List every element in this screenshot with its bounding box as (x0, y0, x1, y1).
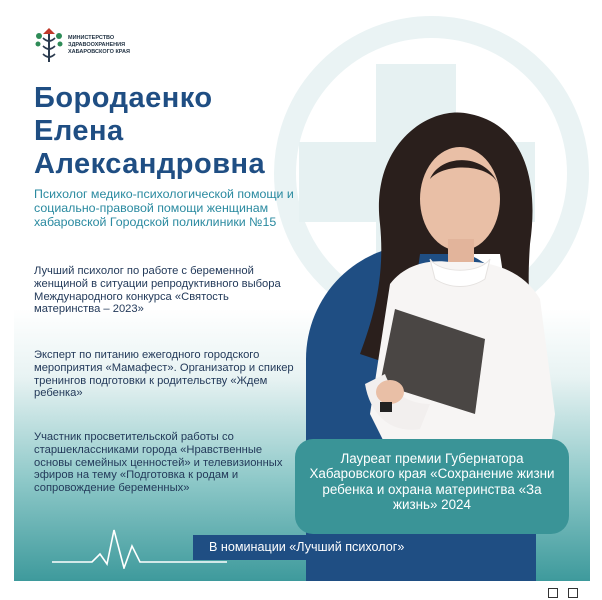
ministry-name (68, 35, 130, 56)
nomination-banner: В номинации «Лучший психолог» (193, 535, 459, 560)
square-icon (548, 588, 558, 598)
achievement-1: Лучший психолог по работе с беременной женщиной в ситуации репродуктивного выбора Международного конкурса «Святость материнства – 2023» (34, 265, 281, 316)
ministry-line-1: МИНИСТЕРСТВО (68, 34, 115, 41)
patronymic: Александровна (34, 148, 266, 180)
ministry-logo (34, 26, 130, 64)
achievement-2: Эксперт по питанию ежегодного городского мероприятия «Мамафест». Организатор и спикер тренингов подготовки к родительству «Ждем ребенка» (34, 349, 294, 400)
square-icon (568, 588, 578, 598)
achievement-3: Участник просветительской работы со старшеклассниками города «Нравственные основы семейных ценностей» и телевизионных эфиров на тему «Подготовка к родам и сопровождение беременных» (34, 431, 283, 495)
job-position: Психолог медико-психологической помощи и социально-правовой помощи женщинам хабаровской Городской поликлиники №15 (34, 187, 294, 229)
ministry-line-2: ЗДРАВООХРАНЕНИЯ (68, 41, 126, 48)
caduceus-emblem-icon (34, 26, 64, 64)
ministry-line-3: ХАБАРОВСКОГО КРАЯ (68, 48, 130, 55)
person-name (34, 82, 265, 181)
laureate-badge: Лауреат премии Губернатора Хабаровского края «Сохранение жизни ребенка и охрана материнства «За жизнь» 2024 (295, 439, 569, 534)
poster-card (14, 14, 590, 581)
corner-icons (548, 588, 578, 598)
heartbeat-line-icon (52, 524, 227, 569)
first-name: Елена (34, 115, 124, 147)
last-name: Бородаенко (34, 82, 213, 114)
